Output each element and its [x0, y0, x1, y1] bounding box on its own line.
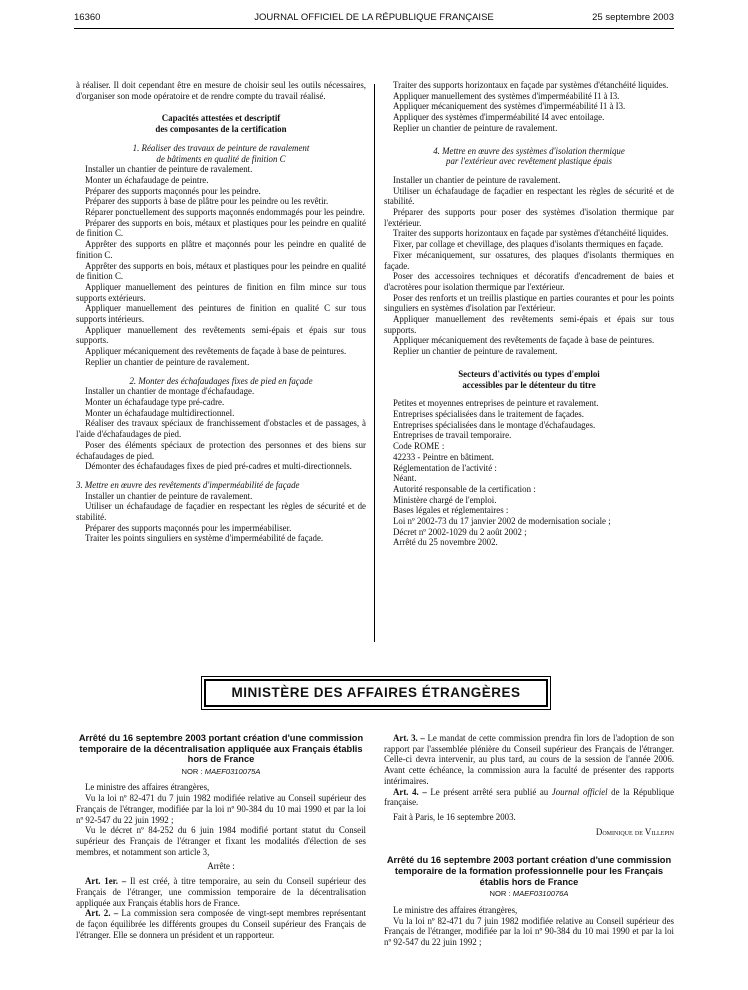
page-number: 16360 — [74, 12, 101, 23]
list-item: Monter un échafaudage type pré-cadre. — [85, 396, 225, 407]
arrete-1-title: Arrêté du 16 septembre 2003 portant création d'une commission temporaire de la décentralisation appliquée aux Français établis hors de France — [78, 733, 364, 765]
running-header — [74, 12, 674, 26]
minister-line: Le ministre des affaires étrangères, — [393, 904, 518, 915]
list-item: Appliquer manuellement des revêtements semi-épais et épais sur tous supports. — [384, 314, 674, 335]
list-item: Arrêté du 25 novembre 2002. — [393, 537, 498, 548]
list-item: Monter un échafaudage multidirectionnel. — [85, 407, 235, 418]
journal-title: JOURNAL OFFICIEL DE LA RÉPUBLIQUE FRANÇAISE — [254, 12, 494, 23]
article-1 — [76, 876, 366, 908]
article-label: Art. 3. – — [393, 733, 425, 743]
left-column-top — [76, 80, 366, 544]
list-item: Appliquer manuellement des revêtements semi-épais et épais sur tous supports. — [76, 324, 366, 346]
list-item: Poser des accessoires techniques et décoratifs d'encadrement de baies et d'acrotères pour isolation thermique par l'extérieur. — [384, 271, 674, 292]
list-item: Réglementation de l'activité : — [393, 462, 497, 473]
section-3-continued-list — [384, 80, 674, 134]
list-item: Utiliser un échafaudage de façadier en respectant les règles de sécurité et de stabilité. — [384, 185, 674, 207]
minister-line: Le ministre des affaires étrangères, — [85, 782, 210, 793]
list-item: Apprêter des supports en bois, métaux et plastiques pour les peindre en qualité de finition C. — [76, 260, 366, 282]
list-item: Appliquer manuellement des peintures de finition en qualité C sur tous supports intérieurs. — [76, 303, 366, 325]
list-item: Appliquer mécaniquement des revêtements de façade à base de peintures. — [393, 335, 655, 346]
list-item: Décret nº 2002-1029 du 2 août 2002 ; — [393, 526, 527, 537]
nor-label: NOR : — [489, 889, 511, 899]
list-item: Bases légales et réglementaires : — [393, 505, 509, 516]
article-text: Le présent arrêté sera publié au — [430, 786, 552, 797]
article-label: Art. 2. – — [85, 908, 119, 919]
vu-paragraph: Vu le décret nº 84-252 du 6 juin 1984 modifié portant statut du Conseil supérieur des Français de l'étranger et fixant les modalités d'élection de ses membres, et notamment son article 3, — [76, 825, 366, 857]
list-item: Ministère chargé de l'emploi. — [393, 494, 497, 505]
ministry-title: MINISTÈRE DES AFFAIRES ÉTRANGÈRES — [231, 685, 521, 700]
section-1-title: 1. Réaliser des travaux de peinture de ravalement — [132, 142, 310, 153]
article-2 — [76, 908, 366, 940]
article-label: Art. 1er. – — [85, 876, 127, 887]
section-1-list — [76, 164, 366, 367]
arrete-keyword: Arrête : — [207, 861, 235, 872]
list-item: Appliquer manuellement des peintures de finition en film mince sur tous supports extérieurs. — [76, 281, 366, 303]
section-3-list — [76, 491, 366, 545]
list-item: Entreprises spécialisées dans le montage d'échafaudages. — [393, 419, 596, 430]
list-item: Réaliser des travaux spéciaux de franchissement d'obstacles et de passages, à l'aide d'échafaudages de pied. — [76, 418, 366, 440]
arrete-2-nor — [384, 889, 674, 900]
list-item: Réparer ponctuellement des supports maçonnés endommagés pour les peindre. — [85, 207, 365, 218]
list-item: Préparer des supports en bois, métaux et plastiques pour les peindre en qualité de finition C. — [76, 217, 366, 239]
article-text: de la République française. — [384, 786, 675, 808]
section-4-list — [384, 175, 674, 357]
list-item: Néant. — [393, 473, 417, 484]
article-4 — [384, 787, 674, 808]
article-text: Le mandat de cette commission prendra fin lors de l'adoption de son rapport par l'assemblée plénière du Conseil supérieur des Français de l'étranger. Celle-ci devra intervenir, au plus tard, au cours de la session de l'année 2006. Avant cette échéance, la commission aura la faculté de présenter des rapports intérimaires. — [384, 733, 675, 786]
list-item: Utiliser un échafaudage de façadier en respectant les règles de sécurité et de stabilité. — [76, 501, 366, 523]
section-4-title-line2: par l'extérieur avec revêtement plastique épais — [446, 156, 612, 167]
vu-paragraph: Vu la loi nº 82-471 du 7 juin 1982 modifiée relative au Conseil supérieur des Français de l'étranger, modifiée par la loi nº 90-384 du 10 mai 1990 et par la loi nº 92-547 du 22 juin 1992 ; — [76, 793, 366, 825]
arrete-1-left — [76, 733, 366, 940]
section-3-title: 3. Mettre en œuvre des revêtements d'imperméabilité de façade — [76, 479, 300, 490]
list-item: Poser des renforts et un treillis plastique en parties courantes et pour les points singuliers en systèmes d'isolation par l'extérieur. — [384, 292, 674, 314]
list-item: Poser des éléments spéciaux de protection des personnes et des biens sur échafaudages de pied. — [76, 439, 366, 461]
ministry-banner — [204, 679, 548, 707]
fait-line: Fait à Paris, le 16 septembre 2003. — [393, 811, 516, 822]
capacities-subtitle: des composantes de la certification — [155, 124, 287, 135]
nor-code: MAEF0310075A — [204, 766, 261, 776]
list-item: Code ROME : — [393, 441, 445, 452]
list-item: Apprêter des supports en plâtre et maçonnés pour les peindre en qualité de finition C. — [76, 239, 366, 260]
list-item: Préparer des supports à base de plâtre pour les peindre ou les revêtir. — [85, 196, 329, 207]
list-item: 42233 - Peintre en bâtiment. — [393, 451, 494, 462]
article-text: La commission sera composée de vingt-sept membres représentant de façon équilibrée les différents groupes du Conseil supérieur des Français de l'étranger. Elle se donnera un président et un rapporteur. — [76, 908, 367, 940]
journal-reference: Journal officiel — [551, 786, 608, 797]
list-item: Replier un chantier de peinture de ravalement. — [393, 346, 558, 357]
list-item: Fixer, par collage et chevillage, des plaques d'isolants thermiques en façade. — [393, 239, 664, 250]
list-item: Loi nº 2002-73 du 17 janvier 2002 de modernisation sociale ; — [393, 516, 611, 527]
signature: Dominique de Villepin — [595, 826, 674, 837]
list-item: Traiter des supports horizontaux en façade par systèmes d'étanchéité liquides. — [393, 228, 669, 239]
list-item: Appliquer des systèmes d'imperméabilité I4 avec entoilage. — [393, 112, 605, 123]
section-2-title: 2. Monter des échafaudages fixes de pied en façade — [129, 375, 313, 386]
vu-paragraph: Vu la loi nº 82-471 du 7 juin 1982 modifiée relative au Conseil supérieur des Français de l'étranger, modifiée par la loi nº 90-384 du 10 mai 1990 et par la loi nº 92-547 du 22 juin 1992 ; — [384, 915, 674, 947]
sectors-subtitle: accessibles par le détenteur du titre — [462, 379, 596, 390]
capacities-title: Capacités attestées et descriptif — [161, 113, 281, 124]
list-item: Traiter les points singuliers en système d'imperméabilité de façade. — [85, 533, 324, 544]
list-item: Autorité responsable de la certification : — [393, 483, 536, 494]
section-2-list — [76, 386, 366, 472]
list-item: Appliquer manuellement des systèmes d'imperméabilité I1 à I3. — [393, 90, 620, 101]
article-text: Il est créé, à titre temporaire, au sein du Conseil supérieur des Français de l'étranger, une commission temporaire de la décentralisation appliquée aux Français établis hors de France. — [76, 876, 366, 908]
list-item: Préparer des supports maçonnés pour les imperméabiliser. — [85, 522, 292, 533]
list-item: Replier un chantier de peinture de ravalement. — [85, 356, 250, 367]
column-divider — [374, 84, 375, 642]
list-item: Démonter des échafaudages fixes de pied pré-cadres et multi-directionnels. — [85, 461, 352, 472]
article-3 — [384, 733, 674, 787]
list-item: Entreprises de travail temporaire. — [393, 430, 512, 441]
arrete-2-title: Arrêté du 16 septembre 2003 portant création d'une commission temporaire de la formation professionnelle pour les Français établis hors de France — [386, 855, 672, 887]
header-rule — [74, 28, 674, 29]
list-item: Préparer des supports pour poser des systèmes d'isolation thermique par l'extérieur. — [384, 207, 674, 228]
sectors-title: Secteurs d'activités ou types d'emploi — [458, 368, 600, 379]
intro-paragraph: à réaliser. Il doit cependant être en mesure de choisir seul les outils nécessaires, d'organiser son mode opératoire et de rendre compte du travail réalisé. — [76, 80, 366, 101]
list-item: Installer un chantier de montage d'échafaudage. — [85, 386, 255, 397]
list-item: Fixer mécaniquement, sur ossatures, des plaques d'isolants thermiques en façade. — [384, 249, 674, 271]
list-item: Installer un chantier de peinture de ravalement. — [393, 174, 561, 185]
list-item: Replier un chantier de peinture de ravalement. — [393, 122, 558, 133]
list-item: Préparer des supports maçonnés pour les peindre. — [85, 185, 261, 196]
section-1-title-line2: de bâtiments en qualité de finition C — [156, 153, 286, 164]
list-item: Monter un échafaudage de peintre. — [85, 174, 209, 185]
arrete-1-right — [384, 733, 674, 948]
right-column-top — [384, 80, 674, 548]
issue-date: 25 septembre 2003 — [592, 12, 674, 23]
arrete-1-nor — [76, 767, 366, 778]
list-item: Appliquer mécaniquement des revêtements de façade à base de peintures. — [85, 346, 347, 357]
nor-code: MAEF0310076A — [512, 889, 569, 899]
list-item: Entreprises spécialisées dans le traitement de façades. — [393, 408, 584, 419]
sectors-list — [384, 398, 674, 548]
nor-label: NOR : — [181, 766, 203, 776]
list-item: Appliquer mécaniquement des systèmes d'imperméabilité I1 à I3. — [393, 101, 626, 112]
list-item: Petites et moyennes entreprises de peinture et ravalement. — [393, 398, 599, 409]
list-item: Installer un chantier de peinture de ravalement. — [85, 164, 253, 175]
article-label: Art. 4. – — [393, 786, 427, 797]
list-item: Installer un chantier de peinture de ravalement. — [85, 490, 253, 501]
list-item: Traiter des supports horizontaux en façade par systèmes d'étanchéité liquides. — [393, 80, 669, 90]
section-4-title: 4. Mettre en œuvre des systèmes d'isolation thermique — [433, 145, 625, 156]
